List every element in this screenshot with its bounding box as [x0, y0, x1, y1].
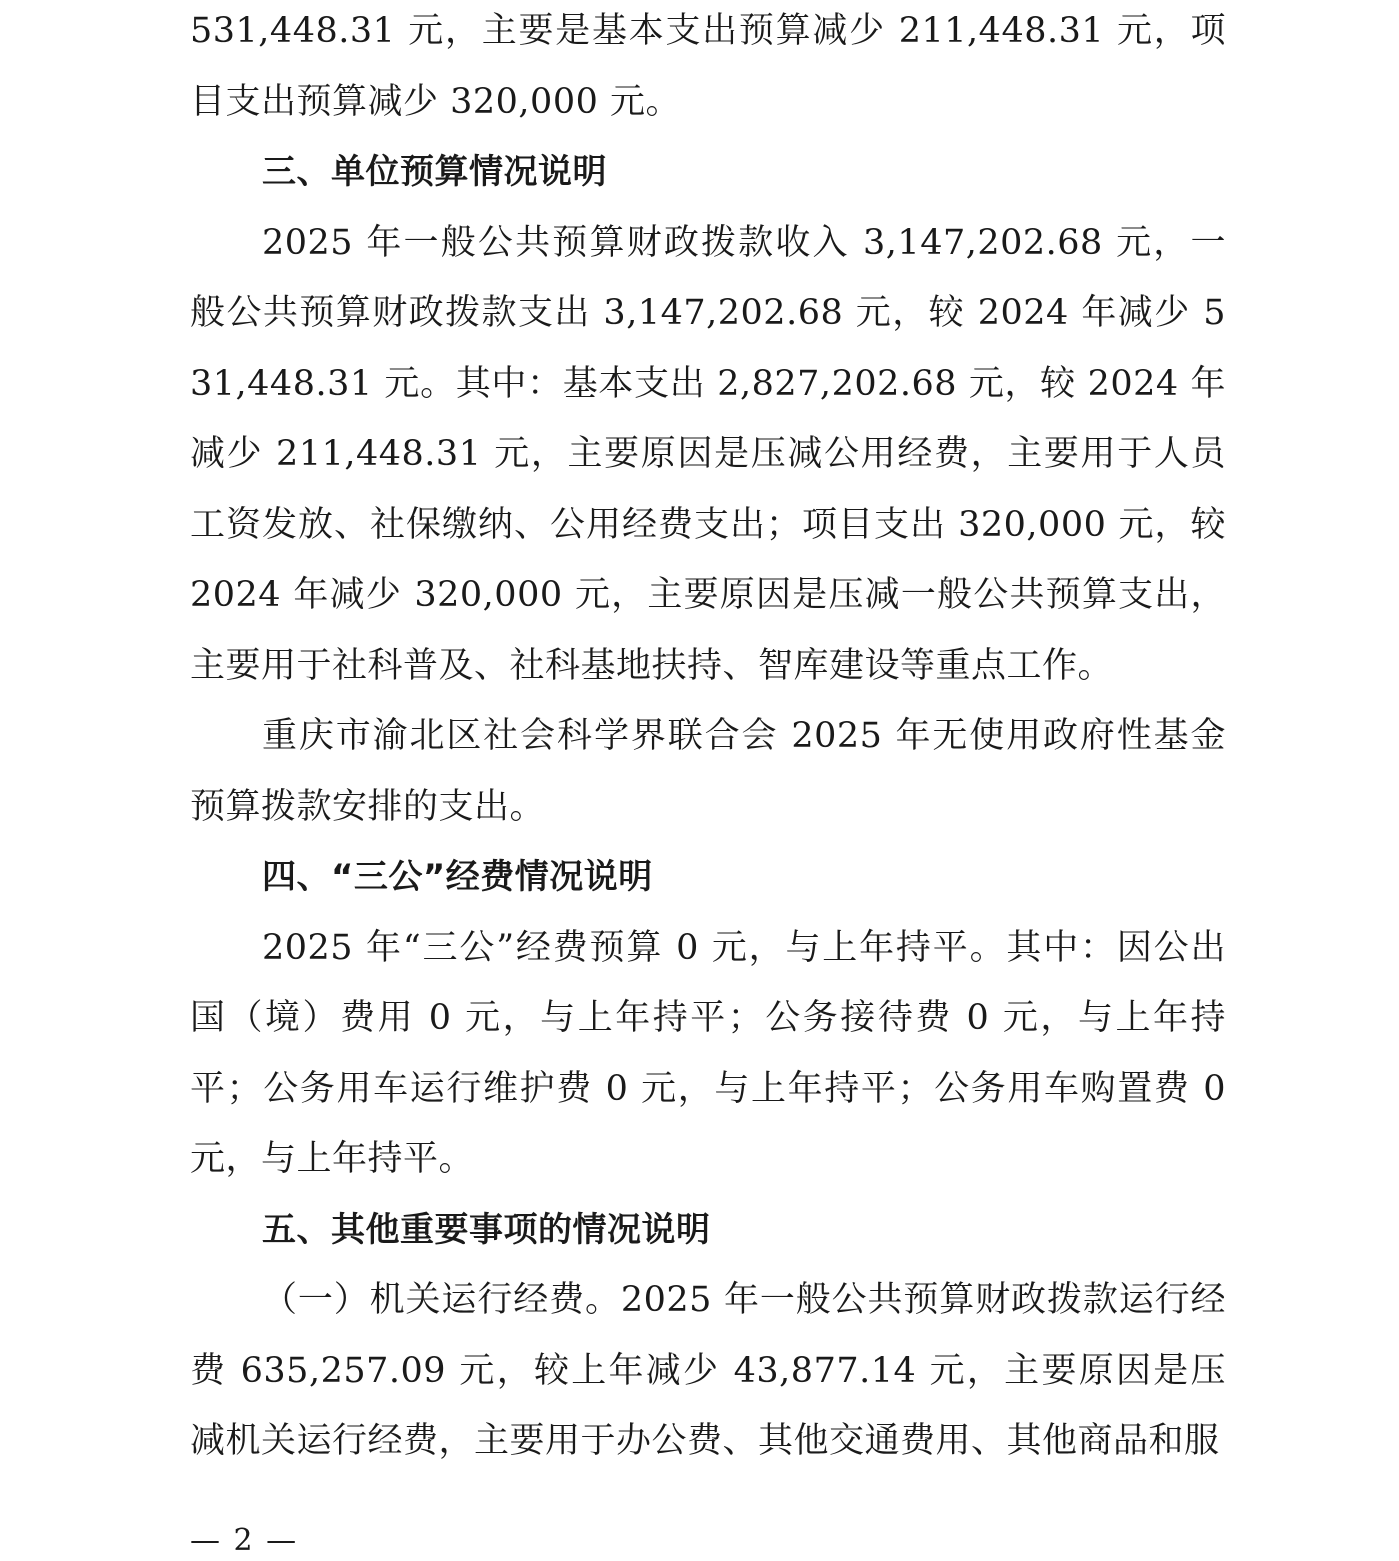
document-body: [190, 0, 1226, 1477]
section-heading-3: 三、单位预算情况说明: [262, 152, 607, 192]
section-heading-4: 四、“三公”经费情况说明: [262, 857, 653, 897]
paragraph-government-fund: 重庆市渝北区社会科学界联合会 2025 年无使用政府性基金预算拨款安排的支出。: [190, 716, 1226, 827]
section-heading-5: 五、其他重要事项的情况说明: [262, 1209, 711, 1250]
paragraph-continuation: 531,448.31 元，主要是基本支出预算减少 211,448.31 元，项目支出预算减少 320,000 元。: [190, 11, 1226, 122]
paragraph-operating-expenses: （一）机关运行经费。2025 年一般公共预算财政拨款运行经费 635,257.09 元，较上年减少 43,877.14 元，主要原因是压减机关运行经费，主要用于办公费、其他交通费用、其他商品和服: [190, 1280, 1226, 1461]
paragraph-three-public: 2025 年“三公”经费预算 0 元，与上年持平。其中：因公出国（境）费用 0 元，与上年持平；公务接待费 0 元，与上年持平；公务用车运行维护费 0 元，与上年持平；公务用车购置费 0 元，与上年持平。: [190, 927, 1226, 1179]
page-number: — 2 —: [190, 1523, 299, 1558]
paragraph-unit-budget: 2025 年一般公共预算财政拨款收入 3,147,202.68 元，一般公共预算财政拨款支出 3,147,202.68 元，较 2024 年减少 531,448.31 元。其中：基本支出 2,827,202.68 元，较 2024 年减少 211,448.31 元，主要原因是压减公用经费，主要用于人员工资发放、社保缴纳、公用经费支出；项目支出 320,000 元，较 2024 年减少 320,000 元，主要原因是压减一般公共预算支出，主要用于社科普及、社科基地扶持、智库建设等重点工作。: [190, 222, 1226, 686]
